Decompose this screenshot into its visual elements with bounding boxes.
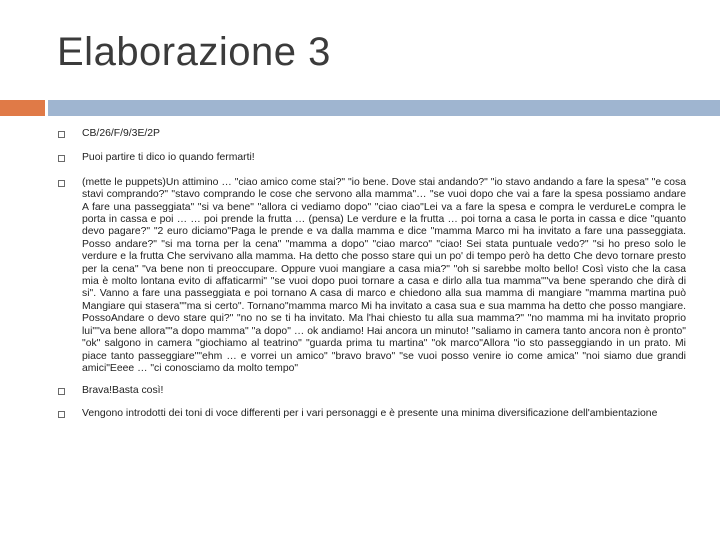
- slide-title: Elaborazione 3: [57, 30, 331, 74]
- bullet-text: Vengono introdotti dei toni di voce differenti per i vari personaggi e è presente una minima diversificazione dell'ambientazione: [82, 407, 658, 419]
- square-bullet-icon: [58, 180, 65, 187]
- bullet-list: [56, 128, 686, 420]
- bullet-text: Brava!Basta così!: [82, 385, 164, 397]
- square-bullet-icon: [58, 411, 65, 418]
- bullet-item: [56, 177, 686, 376]
- bullet-item: [56, 408, 686, 420]
- bullet-text: Puoi partire ti dico io quando fermarti!: [82, 152, 255, 164]
- bullet-item: [56, 152, 686, 164]
- bullet-text: CB/26/F/9/3E/2P: [82, 128, 160, 139]
- bullet-item: [56, 128, 686, 140]
- bullet-text: (mette le puppets)Un attimino … "ciao amico come stai?" "io bene. Dove stai andando?" "io stavo andando a fare la spesa" "e cosa stavi comprando?" "stavo comprando le cose che servono alla mamma"… "se vuoi dopo che vai a fare la spesa possiamo andare A fare una passeggiata" "si va bene" "allora ci vediamo dopo" "ciao ciao"Lei va a fare la spesa e compra le verdureLe compra le porta in cassa e poi … … poi prende la frutta … (pensa) Le verdure e la frutta … poi torna a casa le porta in cassa e dice "quanto devo pagare?" "2 euro diciamo"Paga le prende e va dalla mamma e dice "mamma Marco mi ha invitato a fare una passeggiata. Posso andare?" "si ma torna per la cena" "mamma a dopo" "ciao marco" "ciao! Sei stata puntuale vedo?" "si ho preso solo le verdure e la frutta Che servivano alla mamma. Ha detto che posso stare qui un po' di tempo però ha detto Che devo tornare presto per la cena" "va bene non ti preoccupare. Oppure vuoi mangiare a casa mia?" "oh si sarebbe molto bello! Così visto che la casa mia è molto lontana evito di affaticarmi" "se vuoi dopo puoi tornare a casa e dirlo alla tua mamma""va bene sperando che dirà di si". Vanno a fare una passeggiata e poi tornano A casa di marco e chiedono alla sua mamma di mangiare "mamma martina può Mangiare qui stasera""ma si certo". Tornano"mamma marco Mi ha invitato a casa sua e sua mamma ha detto che posso mangiare. PossoAndare o devo stare qui?" "no no se ti ha invitato. Ma l'hai chiesto tu alla sua mamma?" "no mamma mi ha invitato proprio lui""va bene allora""a dopo mamma" "a dopo" … ok andiamo! Hai ancora un minuto! "saliamo in camera tanto ancora non è pronto" "ok" salgono in camera "giochiamo al teatrino" "guarda prima tu martina" "ok marco"Allora "io sto passeggiando in un prato. Mi piace tanto passeggiare""ehm … e vorrei un amico" "bravo bravo" "se vuoi posso venire io come amica" "noi siamo due grandi amici"Eeee … "ci conosciamo da molto tempo": [82, 176, 686, 374]
- square-bullet-icon: [58, 131, 65, 138]
- accent-bar-blue: [48, 100, 720, 116]
- bullet-item: [56, 385, 686, 397]
- accent-bar-orange: [0, 100, 45, 116]
- square-bullet-icon: [58, 388, 65, 395]
- square-bullet-icon: [58, 155, 65, 162]
